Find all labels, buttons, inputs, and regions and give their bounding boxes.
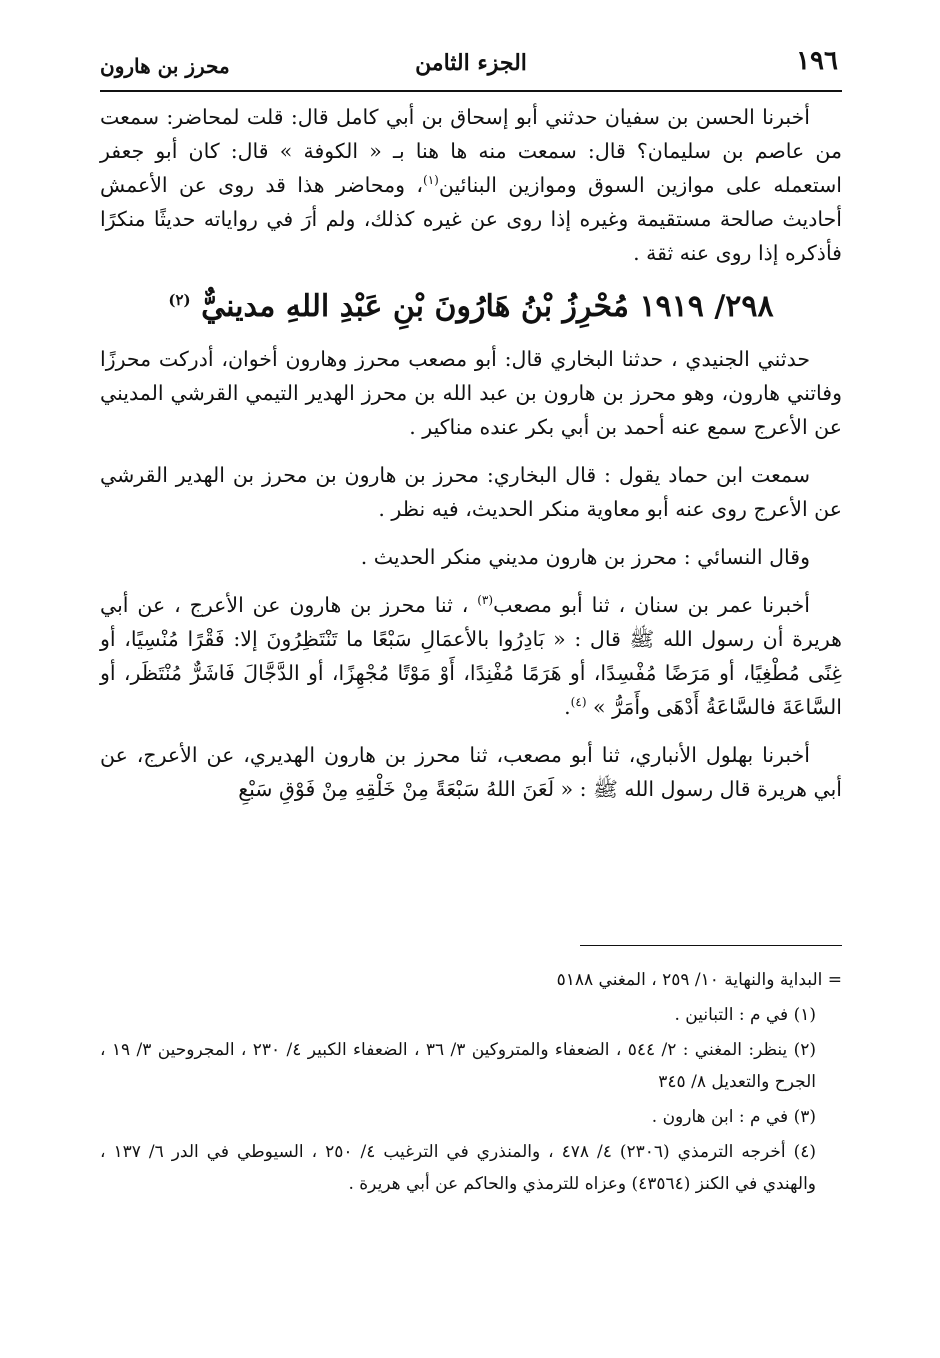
running-title: محرز بن هارون (100, 54, 230, 78)
footnotes (100, 964, 842, 1203)
paragraph-hadith: أخبرنا عمر بن سنان ، ثنا أبو مصعب$^{(٣)}$ ، ثنا محرز بن هارون عن الأعرج ، عن أبي هريرة أن رسول الله ﷺ قال : « بَادِرُوا بالأعمَالِ سَبْعًا ما تَنْتَظِرُونَ إلا: فَقْرًا مُنْسِيًا، أو غِنًى مُطْغِيًا، أو مَرَضًا مُفْسِدًا، أو هَرَمًا مُفْنِدًا، أَوْ مَوْتًا مُجْهِزًا، أو الدَّجَّالَ فَاشَرٌّ مُنْتَظَر، أو السَّاعَةَ فالسَّاعَةُ أَدْهَى وأَمَرُّ » $^{(٤)}$. (100, 593, 842, 719)
footnote: = البداية والنهاية ١٠/ ٢٥٩ ، المغني ٥١٨٨ (556, 970, 842, 990)
footnote-ref: (٣) (477, 593, 494, 608)
main-text (100, 100, 842, 820)
entry-heading: ٢٩٨/ ١٩١٩ مُحْرِزُ بْنُ هَارُونَ بْنِ عَبْدِ اللهِ مدينيٌّ $^{(٢)}$ (168, 289, 774, 324)
footnote: (١) في م : التبانين . (674, 1005, 816, 1025)
page-number: ١٩٦ (796, 46, 838, 76)
footnote-rule (580, 945, 842, 946)
part-label: الجزء الثامن (415, 50, 527, 76)
header-rule (100, 90, 842, 92)
footnote-ref: (١) (423, 173, 439, 188)
footnote: (٣) في م : ابن هارون . (651, 1107, 816, 1127)
footnote-ref: (٤) (570, 695, 587, 710)
footnote-ref: (٢) (168, 291, 191, 309)
paragraph-hadith: أخبرنا بهلول الأنباري، ثنا أبو مصعب، ثنا محرز بن هارون الهديري، عن الأعرج، عن أبي هريرة قال رسول الله ﷺ : « لَعَنَ اللهُ سَبْعَةً مِنْ خَلْقِهِ مِنْ فَوْقِ سَبْعِ (100, 743, 842, 801)
footnote: (٢) ينظر: المغني : ٢/ ٥٤٤ ، الضعفاء والمتروكين ٣/ ٣٦ ، الضعفاء الكبير ٤/ ٢٣٠ ، المجروحين ٣/ ١٩ ، الجرح والتعديل ٨/ ٣٤٥ (100, 1040, 817, 1092)
paragraph: حدثني الجنيدي ، حدثنا البخاري قال: أبو مصعب محرز وهارون أخوان، أدركت محرزًا وفاتني هارون، وهو محرز بن هارون بن عبد الله بن محرز الهدير التيمي القرشي المديني عن الأعرج سمع عنه أحمد بن أبي بكر عنده مناكير . (100, 347, 842, 439)
page-header (100, 46, 842, 86)
paragraph: وقال النسائي : محرز بن هارون مديني منكر الحديث . (360, 545, 810, 569)
paragraph: أخبرنا الحسن بن سفيان حدثني أبو إسحاق بن أبي كامل قال: قلت لمحاضر: سمعت من عاصم بن سليمان؟ قال: سمعت منه ها هنا بـ « الكوفة » قال: كان أبو جعفر استعمله على موازين السوق وموازين البنائين$^{(١)}$، ومحاضر هذا قد روى عن الأعمش أحاديث صالحة مستقيمة وغيره إذا روى عن غيره كذلك، ولم أرَ في رواياته حديثًا منكرًا فأذكره إذا روى عنه ثقة . (100, 105, 842, 265)
footnote: (٤) أخرجه الترمذي (٢٣٠٦) ٤/ ٤٧٨ ، والمنذري في الترغيب ٤/ ٢٥٠ ، السيوطي في الدر ٦/ ١٣٧ ، والهندي في الكنز (٤٣٥٦٤) وعزاه للترمذي والحاكم عن أبي هريرة . (100, 1142, 816, 1194)
paragraph: سمعت ابن حماد يقول : قال البخاري: محرز بن هارون بن محرز بن الهدير القرشي عن الأعرج روى عنه أبو معاوية منكر الحديث، فيه نظر . (100, 463, 842, 521)
